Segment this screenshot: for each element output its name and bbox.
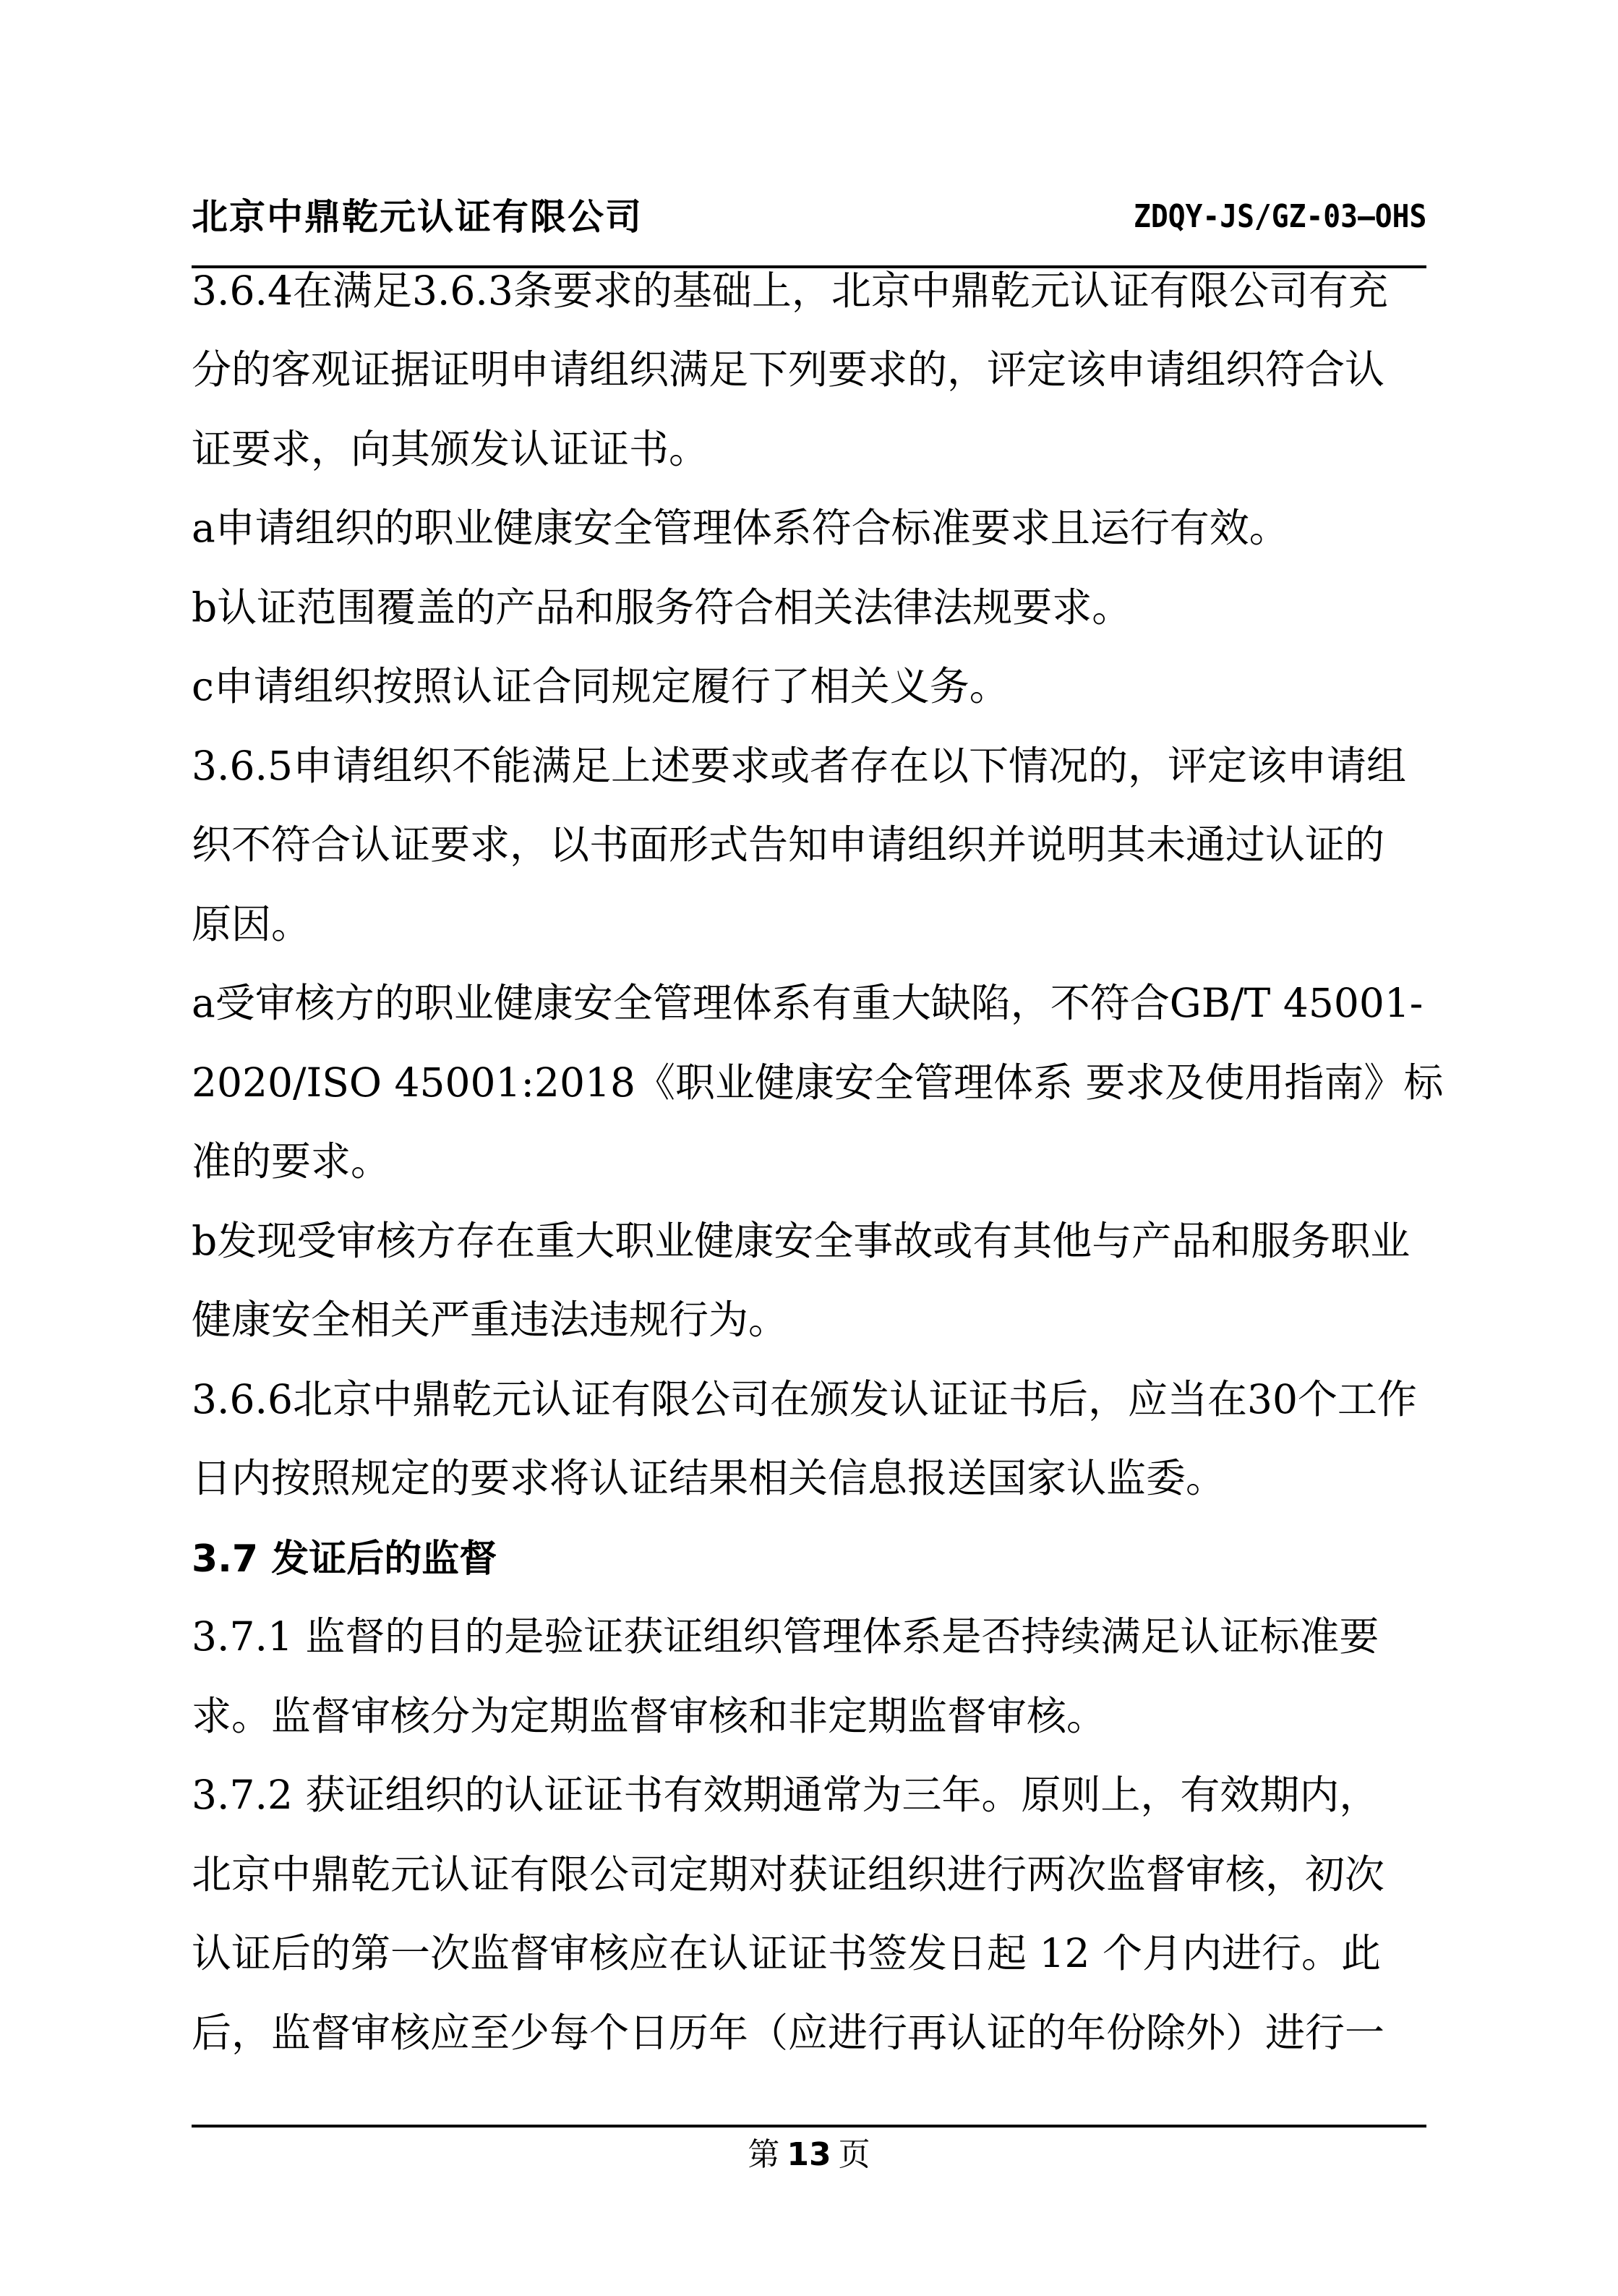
list-item-b-violation: 健康安全相关严重违法违规行为。: [192, 1297, 789, 1343]
header-company-name: 北京中鼎乾元认证有限公司: [192, 196, 643, 238]
paragraph-3-7-2-line: 北京中鼎乾元认证有限公司定期对获证组织进行两次监督审核，初次: [192, 1851, 1385, 1898]
paragraph-3-6-6-line: 3.6.6北京中鼎乾元认证有限公司在颁发认证证书后，应当在30个工作: [192, 1376, 1417, 1422]
page-number: 13: [787, 2136, 831, 2173]
paragraph-3-7-2-line: 认证后的第一次监督审核应在认证证书签发日起 12 个月内进行。此: [192, 1930, 1381, 1976]
header-document-code: ZDQY-JS/GZ-03—OHS: [1133, 198, 1426, 235]
list-item-a-nonconformity: 准的要求。: [192, 1138, 391, 1185]
paragraph-3-6-6-line: 日内按照规定的要求将认证结果相关信息报送国家认监委。: [192, 1455, 1226, 1501]
page-label-suffix: 页: [838, 2136, 870, 2173]
list-item-c: c申请组织按照认证合同规定履行了相关义务。: [192, 663, 1009, 709]
paragraph-3-7-1-line: 3.7.1 监督的目的是验证获证组织管理体系是否持续满足认证标准要: [192, 1613, 1379, 1660]
list-item-b: b认证范围覆盖的产品和服务符合相关法律法规要求。: [192, 584, 1132, 631]
list-item-a-nonconformity: 2020/ISO 45001:2018《职业健康安全管理体系 要求及使用指南》标: [192, 1059, 1444, 1106]
paragraph-3-6-4-line: 3.6.4在满足3.6.3条要求的基础上，北京中鼎乾元认证有限公司有充: [192, 268, 1388, 314]
section-heading-3-7: 3.7 发证后的监督: [192, 1537, 497, 1581]
paragraph-3-6-4-line: 证要求，向其颁发认证证书。: [192, 426, 709, 472]
list-item-b-violation: b发现受审核方存在重大职业健康安全事故或有其他与产品和服务职业: [192, 1218, 1411, 1264]
list-item-a-nonconformity: a受审核方的职业健康安全管理体系有重大缺陷，不符合GB/T 45001-: [192, 980, 1424, 1026]
paragraph-3-6-5-line: 织不符合认证要求，以书面形式告知申请组织并说明其未通过认证的: [192, 821, 1385, 868]
paragraph-3-6-4-line: 分的客观证据证明申请组织满足下列要求的，评定该申请组织符合认: [192, 346, 1385, 393]
page-footer: [0, 2133, 1618, 2177]
paragraph-3-7-2-line: 3.7.2 获证组织的认证证书有效期通常为三年。原则上，有效期内，: [192, 1772, 1379, 1818]
list-item-a: a申请组织的职业健康安全管理体系符合标准要求且运行有效。: [192, 505, 1289, 551]
footer-divider: [192, 2125, 1426, 2128]
paragraph-3-6-5-line: 3.6.5申请组织不能满足上述要求或者存在以下情况的，评定该申请组: [192, 743, 1406, 789]
paragraph-3-7-1-line: 求。监督审核分为定期监督审核和非定期监督审核。: [192, 1693, 1107, 1739]
paragraph-3-7-2-line: 后，监督审核应至少每个日历年（应进行再认证的年份除外）进行一: [192, 2010, 1385, 2056]
paragraph-3-6-5-line: 原因。: [192, 901, 312, 947]
page-label-prefix: 第: [748, 2136, 780, 2173]
